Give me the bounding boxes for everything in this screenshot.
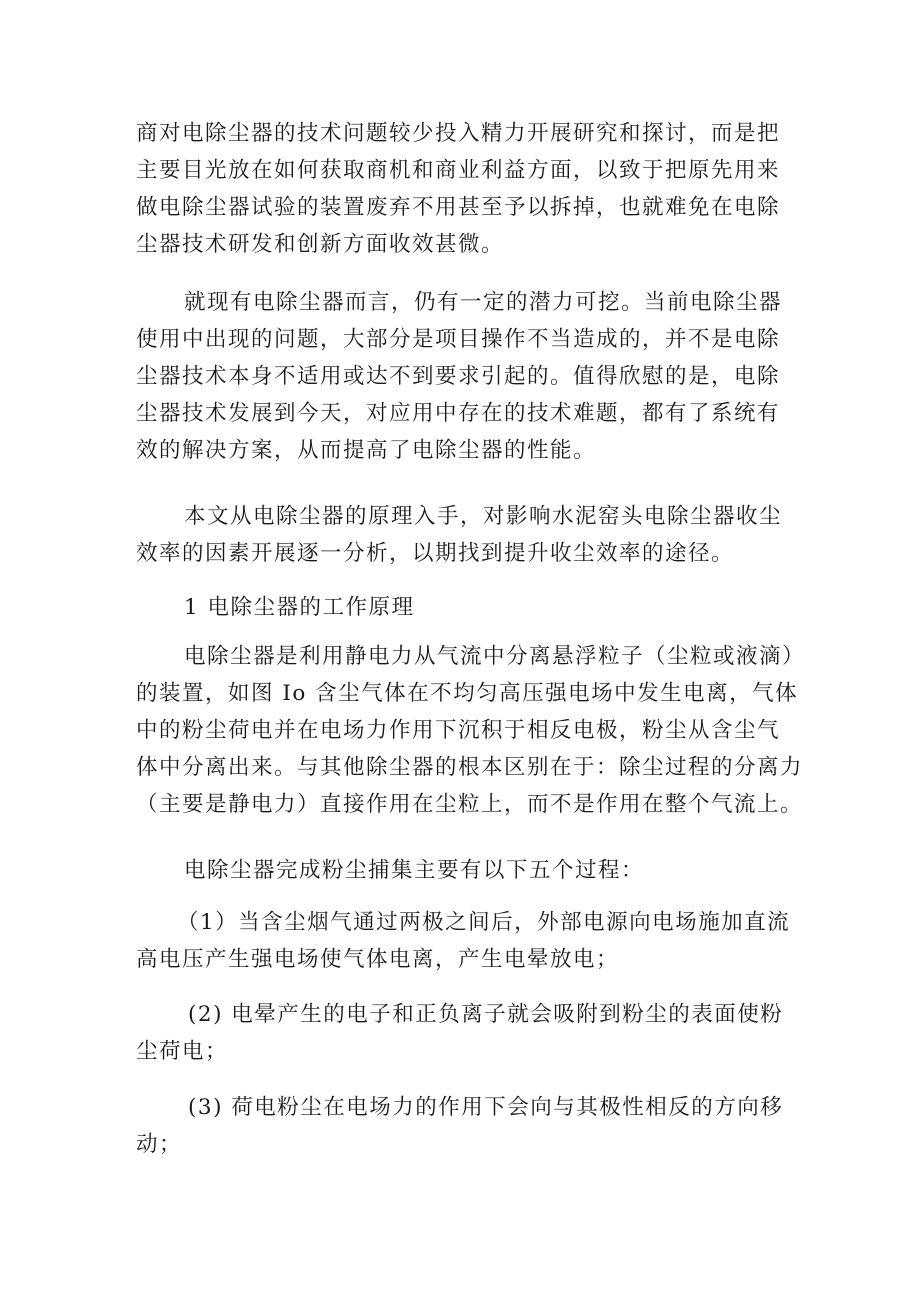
text-line: 就现有电除尘器而言，仍有一定的潜力可挖。当前电除尘器 (184, 290, 783, 315)
text-line: 的装置，如图 Io 含尘气体在不均匀高压强电场中发生电离，气体 (136, 681, 799, 706)
text-line: (2) 电晕产生的电子和正负离子就会吸附到粉尘的表面使粉 (188, 1002, 784, 1027)
text-line: 电除尘器是利用静电力从气流中分离悬浮粒子（尘粒或液滴） (184, 644, 806, 669)
paragraph-principle (136, 638, 806, 823)
text-line: 效率的因素开展逐一分析，以期找到提升收尘效率的途径。 (136, 541, 735, 566)
list-item-process-1 (136, 904, 796, 978)
text-line: (3) 荷电粉尘在电场力的作用下会向与其极性相反的方向移 (188, 1095, 784, 1120)
list-item-process-2 (136, 996, 796, 1070)
text-line: （1）当含尘烟气通过两极之间后，外部电源向电场施加直流 (177, 910, 791, 935)
list-item-process-3 (136, 1089, 796, 1163)
text-line: 本文从电除尘器的原理入手，对影响水泥窑头电除尘器收尘 (184, 504, 783, 529)
paragraph-purpose (136, 498, 796, 572)
text-line: 尘器技术本身不适用或达不到要求引起的。值得欣慰的是，电除 (136, 364, 781, 389)
paragraph-continuation (136, 115, 796, 263)
paragraph-processes-intro (136, 852, 796, 889)
text-line: （主要是静电力）直接作用在尘粒上，而不是作用在整个气流上。 (136, 792, 804, 817)
text-line: 电除尘器完成粉尘捕集主要有以下五个过程： (184, 858, 645, 883)
text-line: 主要目光放在如何获取商机和商业利益方面，以致于把原先用来 (136, 158, 781, 183)
text-line: 体中分离出来。与其他除尘器的根本区别在于：除尘过程的分离力 (136, 755, 804, 780)
text-line: 商对电除尘器的技术问题较少投入精力开展研究和探讨，而是把 (136, 121, 781, 146)
section-heading (136, 589, 796, 626)
paragraph-potential (136, 284, 796, 469)
text-line: 动； (136, 1132, 183, 1157)
text-line: 做电除尘器试验的装置废弃不用甚至予以拆掉，也就难免在电除 (136, 195, 781, 220)
section-title: 1 电除尘器的工作原理 (184, 595, 415, 620)
text-line: 尘器技术研发和创新方面收效甚微。 (136, 232, 505, 257)
text-line: 高电压产生强电场使气体电离，产生电晕放电； (136, 947, 620, 972)
text-line: 尘荷电； (136, 1039, 229, 1064)
text-line: 尘器技术发展到今天，对应用中存在的技术难题，都有了系统有 (136, 401, 781, 426)
text-line: 效的解决方案，从而提高了电除尘器的性能。 (136, 438, 597, 463)
text-line: 使用中出现的问题，大部分是项目操作不当造成的，并不是电除 (136, 327, 781, 352)
text-line: 中的粉尘荷电并在电场力作用下沉积于相反电极，粉尘从含尘气 (136, 718, 781, 743)
